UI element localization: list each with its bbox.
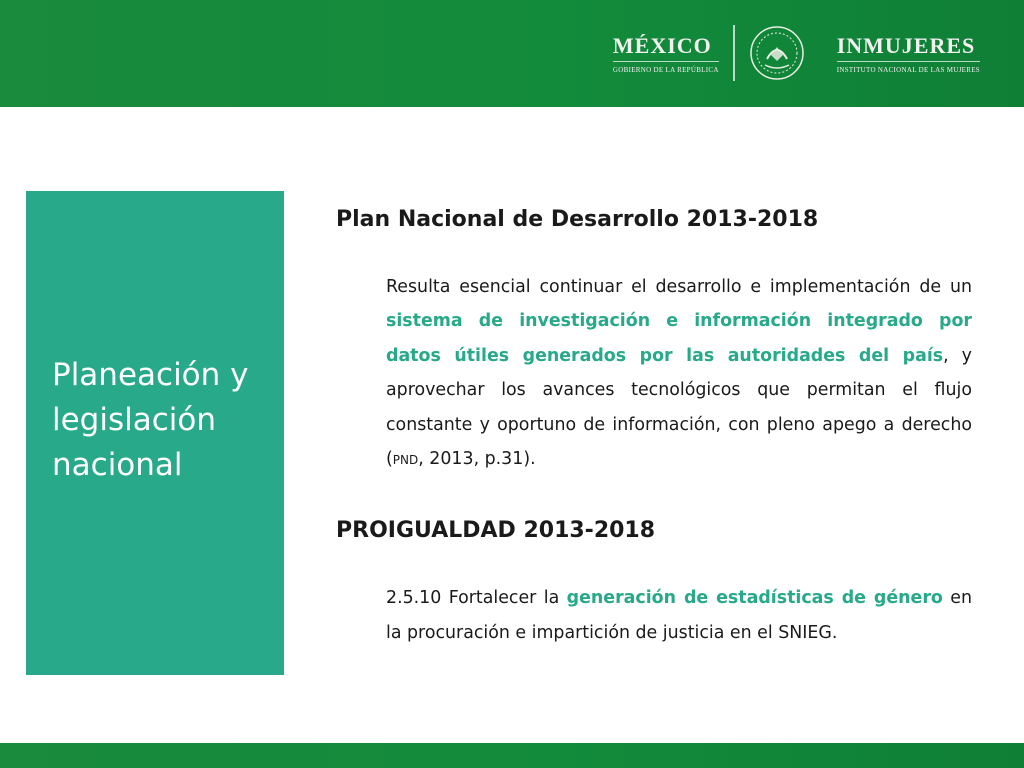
coat-of-arms-seal-icon xyxy=(749,25,805,81)
pnd-highlight: sistema de investigación e información integrado por datos útiles generados por las autoridades del país xyxy=(386,311,972,366)
pnd-text-2: , y aprovechar los avances tecnológicos que permitan el flujo constante y oportuno de información, con pleno apego a derecho ( xyxy=(386,345,972,470)
footer-bar xyxy=(0,743,1024,768)
inmujeres-logo-title: INMUJERES xyxy=(837,33,980,62)
inmujeres-logo xyxy=(837,33,980,74)
section-title: Planeación y legislación nacional xyxy=(52,357,249,483)
section-gap xyxy=(336,477,972,511)
header-banner xyxy=(0,0,1024,107)
header-logos xyxy=(613,22,980,84)
pnd-heading: Plan Nacional de Desarrollo 2013-2018 xyxy=(336,207,819,232)
proigualdad-paragraph xyxy=(386,581,972,650)
pnd-paragraph xyxy=(386,270,972,477)
mexico-logo xyxy=(613,33,719,74)
proigualdad-text-2: en la procuración e impartición de justicia en el SNIEG. xyxy=(386,588,973,643)
proigualdad-text-1: 2.5.10 Fortalecer la xyxy=(386,588,567,609)
proigualdad-heading: PROIGUALDAD 2013-2018 xyxy=(336,518,656,544)
logo-divider xyxy=(733,25,735,81)
section-title-panel xyxy=(26,191,284,675)
inmujeres-logo-subtitle: INSTITUTO NACIONAL DE LAS MUJERES xyxy=(836,65,980,74)
pnd-abbreviation: PND xyxy=(392,453,419,468)
content-area xyxy=(336,200,972,650)
pnd-text-3: , 2013, p.31). xyxy=(418,449,536,470)
proigualdad-highlight: generación de estadísticas de género xyxy=(566,588,943,609)
mexico-logo-title: MÉXICO xyxy=(613,33,719,62)
mexico-logo-subtitle: GOBIERNO DE LA REPÚBLICA xyxy=(612,65,719,74)
pnd-text-1: Resulta esencial continuar el desarrollo e implementación de un xyxy=(386,277,972,297)
